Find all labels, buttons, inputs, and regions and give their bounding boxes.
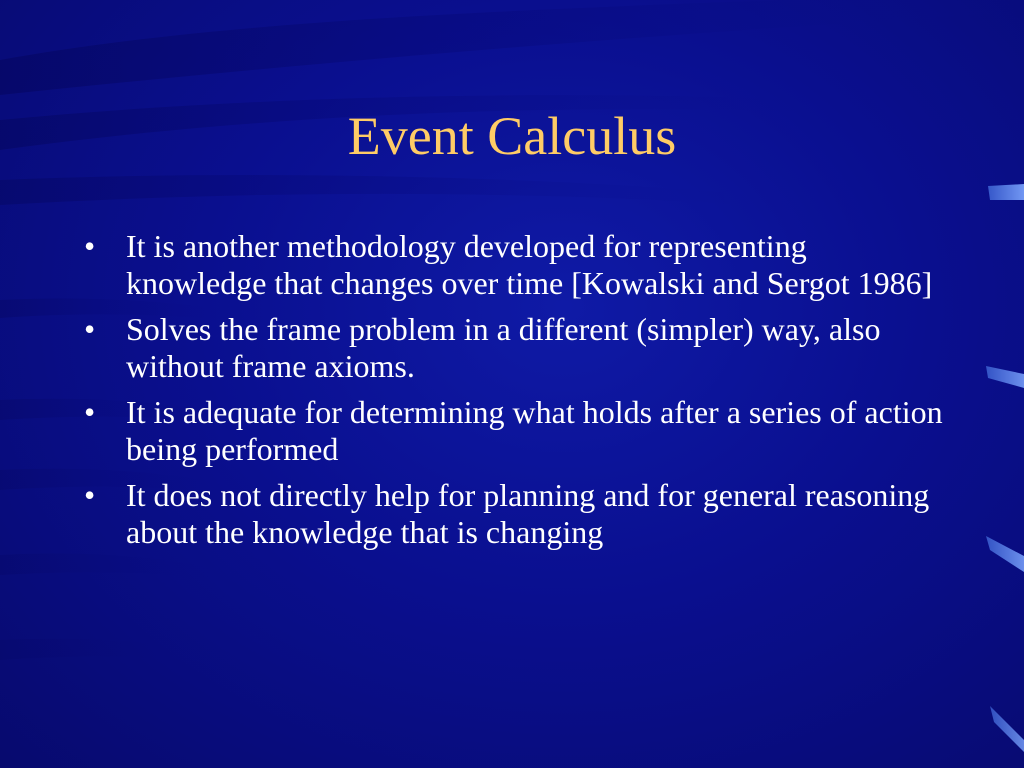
bullet-icon: • xyxy=(84,311,96,347)
bullet-icon: • xyxy=(84,394,96,430)
right-edge-accents xyxy=(986,184,1024,752)
list-item xyxy=(84,394,944,468)
bullet-list xyxy=(84,228,944,560)
list-item xyxy=(84,477,944,551)
slide-title: Event Calculus xyxy=(347,106,677,166)
bullet-text: Solves the frame problem in a different (simpler) way, also without frame axioms. xyxy=(126,311,881,384)
list-item xyxy=(84,228,944,302)
bullet-text: It is another methodology developed for representing knowledge that changes over time [Kowalski and Sergot 1986] xyxy=(126,228,933,301)
bullet-text: It does not directly help for planning and for general reasoning about the knowledge that is changing xyxy=(126,477,930,550)
bullet-icon: • xyxy=(84,477,96,513)
list-item xyxy=(84,311,944,385)
bullet-text: It is adequate for determining what holds after a series of action being performed xyxy=(126,394,943,467)
bullet-icon: • xyxy=(84,228,96,264)
